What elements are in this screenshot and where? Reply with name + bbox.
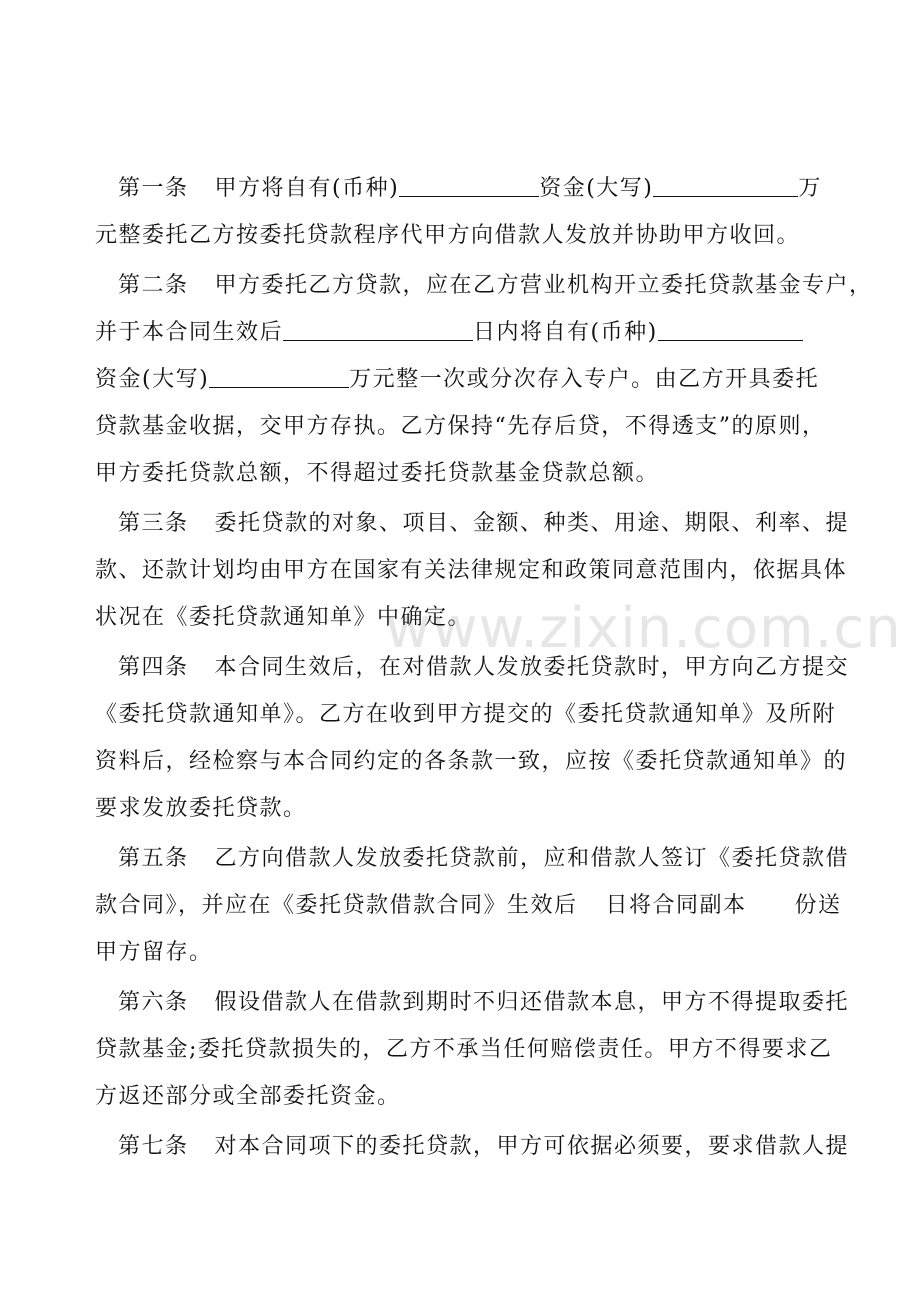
- article-6-line-2: 贷款基金;委托贷款损失的，乙方不承当任何赔偿责任。甲方不得要求乙: [95, 1037, 833, 1062]
- article-4-text-1: 本合同生效后，在对借款人发放委托贷款时，甲方向乙方提交: [214, 655, 850, 680]
- article-5-text-2a: 款合同》，并应在《委托贷款借款合同》生效后: [95, 893, 578, 918]
- article-6-line-1: [95, 979, 850, 1026]
- article-3: [95, 500, 850, 641]
- article-6-text-1: 假设借款人在借款到期时不归还借款本息，甲方不得提取委托: [214, 990, 850, 1015]
- article-6: [95, 979, 850, 1120]
- contract-page: [95, 165, 873, 1173]
- article-1-line-2: 元整委托乙方按委托贷款程序代甲方向借款人发放并协助甲方收回。: [95, 223, 801, 248]
- article-2-line-5: 甲方委托贷款总额，不得超过委托贷款基金贷款总额。: [95, 461, 660, 486]
- article-3-line-2: 款、还款计划均由甲方在国家有关法律规定和政策同意范围内，依据具体: [95, 558, 848, 583]
- article-5-line-1: [95, 835, 850, 882]
- article-1: [95, 165, 835, 259]
- article-2-label: 第二条: [118, 273, 189, 298]
- article-4-label: 第四条: [118, 655, 189, 680]
- article-3-line-1: [95, 500, 850, 547]
- article-3-text-1: 委托贷款的对象、项目、金额、种类、用途、期限、利率、提: [214, 511, 850, 536]
- article-2-line-2: [95, 309, 835, 356]
- article-2-text-2a: 并于本合同生效后: [95, 320, 284, 345]
- article-5-line-3: 甲方留存。: [95, 940, 213, 965]
- article-2-text-1: 甲方委托乙方贷款，应在乙方营业机构开立委托贷款基金专户，: [214, 273, 873, 298]
- article-6-label: 第六条: [118, 990, 189, 1015]
- amount-uppercase-blank[interactable]: [653, 174, 798, 197]
- article-7-label: 第七条: [118, 1134, 189, 1159]
- article-4-line-2: 《委托贷款通知单》。乙方在收到甲方提交的《委托贷款通知单》及所附: [95, 702, 837, 727]
- watermark: www.zixin.com.cn: [385, 596, 902, 661]
- article-4: [95, 644, 850, 832]
- days-blank[interactable]: [283, 318, 473, 341]
- article-7: [95, 1123, 850, 1170]
- article-2-line-1: [95, 262, 873, 309]
- article-2: [95, 262, 873, 497]
- article-4-line-3: 资料后，经检察与本合同约定的各条款一致，应按《委托贷款通知单》的: [95, 749, 848, 774]
- article-5: [95, 835, 850, 976]
- currency-blank-2[interactable]: [658, 318, 803, 341]
- article-3-label: 第三条: [118, 511, 189, 536]
- article-2-text-3b: 万元整一次或分次存入专户。由乙方开具委托: [349, 367, 820, 392]
- article-5-text-2b: 日将合同副本: [605, 893, 747, 918]
- article-2-line-4: 贷款基金收据，交甲方存执。乙方保持“先存后贷，不得透支”的原则，: [95, 414, 826, 439]
- article-1-text-1: 甲方将自有(币种): [214, 176, 400, 201]
- article-6-line-3: 方返还部分或全部委托资金。: [95, 1084, 401, 1109]
- article-2-text-2b: 日内将自有(币种): [473, 320, 658, 345]
- article-3-line-3: 状况在《委托贷款通知单》中确定。: [95, 605, 472, 630]
- amount-uppercase-blank-2[interactable]: [209, 365, 349, 388]
- article-1-line-1: [95, 165, 835, 212]
- article-7-text-1: 对本合同项下的委托贷款，甲方可依据必须要，要求借款人提: [214, 1134, 850, 1159]
- article-1-text-2: 资金(大写): [539, 176, 654, 201]
- article-7-line-1: [95, 1123, 850, 1170]
- article-1-text-3: 万: [798, 176, 822, 201]
- article-5-text-1: 乙方向借款人发放委托贷款前，应和借款人签订《委托贷款借: [214, 846, 850, 871]
- article-2-text-3a: 资金(大写): [95, 367, 210, 392]
- article-4-line-1: [95, 644, 850, 691]
- article-5-line-2: [95, 882, 842, 929]
- article-2-line-3: [95, 356, 835, 403]
- article-1-label: 第一条: [118, 176, 189, 201]
- article-5-text-2c: 份送: [794, 893, 842, 918]
- currency-blank[interactable]: [399, 174, 539, 197]
- article-5-label: 第五条: [118, 846, 189, 871]
- article-4-line-4: 要求发放委托贷款。: [95, 796, 307, 821]
